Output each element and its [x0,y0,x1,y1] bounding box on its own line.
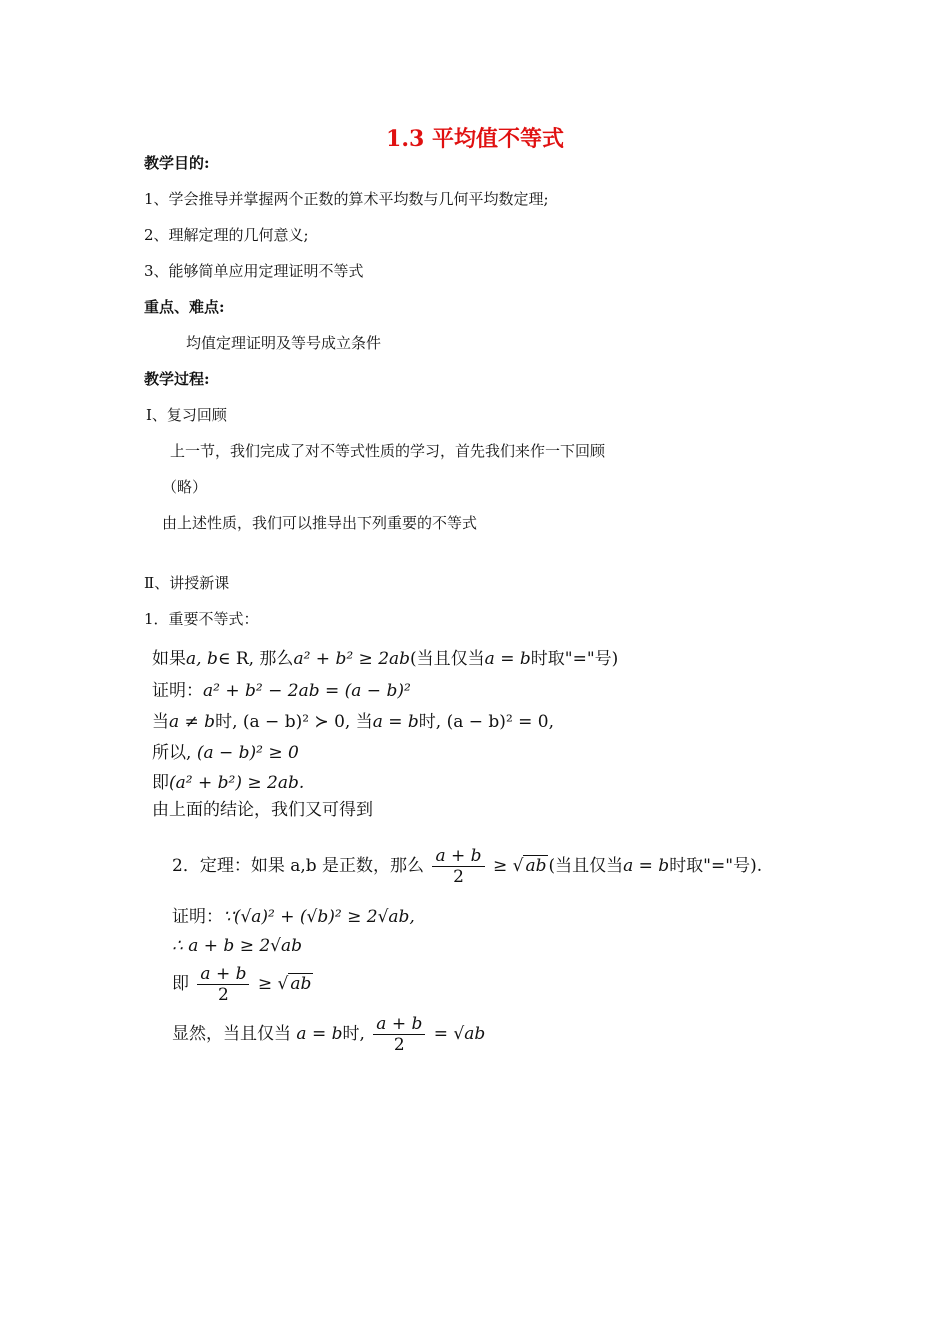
fraction-denominator-3: 2 [393,1035,405,1052]
fraction-mean [432,846,484,887]
clearly-eq: a = b [296,1024,343,1044]
fraction-denominator: 2 [453,867,464,887]
statement-paren: (当且仅当 [410,649,485,669]
process-heading: 教学过程: [144,370,210,388]
review-heading: Ⅰ、复习回顾 [146,406,227,424]
statement-eq: a = b [484,649,531,669]
clearly-when: 时, [342,1024,365,1044]
objective-item-1: 1、学会推导并掌握两个正数的算术平均数与几何平均数定理; [144,190,549,208]
theorem-eq: a = b [623,856,670,876]
so-formula: (a − b)² ≥ 0 [196,743,299,763]
statement-formula: a² + b² ≥ 2ab [293,649,411,669]
conclusion-line: 由上面的结论，我们又可得到 [152,800,373,820]
objectives-heading: 教学目的: [144,154,210,172]
ge-sign-2: ≥ [257,974,273,994]
fraction-mean-2 [197,964,249,1005]
theorem-end: 时取"="号). [669,856,763,876]
ge-sign: ≥ [492,856,508,876]
sqrt-ab-2: ab [290,974,312,994]
lead-in-text: 由上述性质，我们可以推导出下列重要的不等式 [162,514,478,532]
proof-line-1 [152,676,411,701]
new-lesson-heading: Ⅱ、讲授新课 [144,574,230,592]
proof-label: 证明： [152,681,203,701]
omitted-note: （略） [162,478,208,496]
ie-label: 即 [152,773,169,793]
fraction-numerator-3: a + b [373,1014,425,1035]
case-when: 当 [152,712,169,732]
key-points-heading: 重点、难点: [144,298,225,316]
sqrt-ab: ab [525,856,547,876]
theorem-proof-line-2 [172,936,302,956]
so-label: 所以, [152,743,192,763]
statement-end: 时取"="号) [530,649,619,669]
statement-vars: a, b [186,649,218,669]
proof-formula: a² + b² − 2ab = (a − b)² [203,681,411,701]
case-eq: a = b [372,712,419,732]
theorem-ie-label: 即 [172,974,189,994]
theorem-proof-line-3: 即 $\frac{a + b}{2}$ ≥ √ ab [172,964,312,1005]
fraction-numerator-2: a + b [197,964,249,985]
theorem-proof-line-1 [172,902,415,927]
theorem-statement: 2．定理：如果 a,b 是正数，那么 $\frac{a + b}{2}$ ≥ √ ab (当且仅当a = b时取"="号). [172,846,763,887]
inequality-statement [152,644,618,669]
theorem-prefix: 2．定理：如果 a,b 是正数，那么 [172,856,425,876]
fraction-numerator: a + b [432,846,484,867]
therefore-formula: ∴ a + b ≥ 2√ab [172,936,303,956]
clearly-label: 显然，当且仅当 [172,1024,291,1044]
fraction-denominator-2: 2 [218,985,229,1005]
fraction-mean-3 [373,1014,425,1052]
case-positive: 时, (a − b)² ≻ 0, 当 [215,712,373,732]
theorem-paren: (当且仅当 [548,856,624,876]
objective-item-2: 2、理解定理的几何意义; [144,226,309,244]
theorem-proof-line-4 [172,1014,485,1052]
case-zero: 时, (a − b)² = 0, [418,712,555,732]
proof-line-3 [152,738,299,763]
proof-line-2 [152,707,554,732]
page-title: 1.3 平均值不等式 [386,126,564,152]
review-text: 上一节，我们完成了对不等式性质的学习，首先我们来作一下回顾 [170,442,606,460]
key-points-text: 均值定理证明及等号成立条件 [186,334,382,352]
ie-formula: (a² + b²) ≥ 2ab. [169,773,305,793]
case-neq: a ≠ b [169,712,216,732]
objective-item-3: 3、能够简单应用定理证明不等式 [144,262,364,280]
theorem-proof-label: 证明： [172,907,223,927]
item1-heading: 1．重要不等式： [144,610,259,628]
theorem-proof-formula: ∵(√a)² + (√b)² ≥ 2√ab, [223,907,415,927]
statement-prefix: 如果 [152,649,186,669]
statement-mid: ∈ R, 那么 [217,649,294,669]
proof-line-4 [152,768,304,793]
clearly-rhs: = √ab [433,1024,486,1044]
